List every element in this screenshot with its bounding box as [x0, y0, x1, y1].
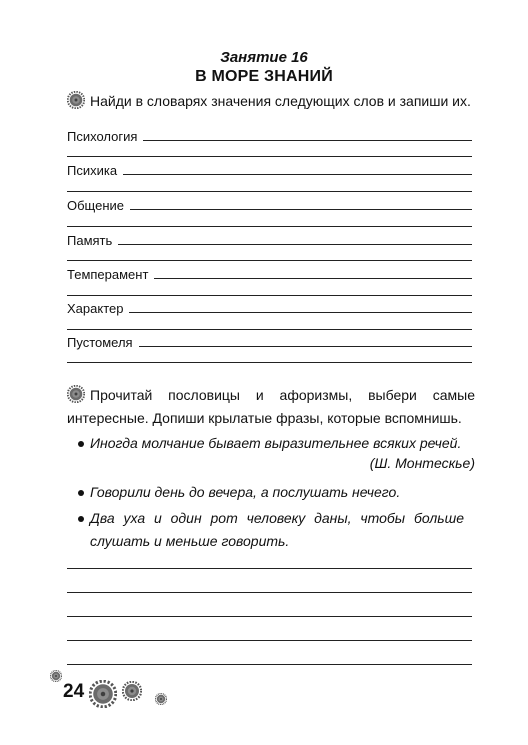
- task1-instruction: Найди в словарях значения следующих слов и запиши их.: [90, 93, 471, 109]
- word-label: Психика: [67, 163, 118, 178]
- task1-instruction-block: [67, 90, 475, 113]
- gear-icon: [50, 670, 62, 682]
- gear-icon: [155, 693, 167, 705]
- answer-line[interactable]: [129, 312, 472, 313]
- bullet-icon: [78, 516, 84, 522]
- answer-line[interactable]: [130, 209, 472, 210]
- answer-line[interactable]: [67, 191, 472, 192]
- word-label: Темперамент: [67, 267, 149, 282]
- lesson-subtitle: В МОРЕ ЗНАНИЙ: [195, 68, 333, 85]
- answer-line[interactable]: [67, 226, 472, 227]
- word-row-temperament: [67, 262, 472, 282]
- bullet-icon: [78, 490, 84, 496]
- page-number: 24: [63, 681, 85, 702]
- word-row-pamyat: [67, 228, 472, 248]
- quote-item: [78, 481, 475, 504]
- task2-instruction-block: [67, 384, 475, 430]
- word-label: Общение: [67, 198, 125, 213]
- answer-line[interactable]: [67, 592, 472, 593]
- answer-line[interactable]: [67, 156, 472, 157]
- answer-line[interactable]: [154, 278, 472, 279]
- answer-line[interactable]: [143, 140, 472, 141]
- answer-line[interactable]: [67, 362, 472, 363]
- word-row-pustomelya: [67, 330, 472, 350]
- quote-text: Два уха и один рот человеку даны, чтобы больше слушать и меньше говорить.: [90, 510, 464, 549]
- quote-text: Говорили день до вечера, а послушать нечего.: [90, 484, 401, 500]
- gear-icon: [67, 91, 85, 109]
- answer-line[interactable]: [139, 346, 472, 347]
- task2-instruction: Прочитай пословицы и афоризмы, выбери самые интересные. Допиши крылатые фразы, которые вспомнишь.: [67, 387, 475, 426]
- answer-line[interactable]: [67, 568, 472, 569]
- gear-icon: [122, 681, 142, 701]
- bullet-icon: [78, 441, 84, 447]
- quote-item: [78, 432, 475, 455]
- quote-text: Иногда молчание бывает выразительнее всяких речей.: [90, 435, 462, 451]
- answer-line[interactable]: [67, 616, 472, 617]
- word-row-kharakter: [67, 296, 472, 316]
- quote-author: (Ш. Монтескье): [369, 455, 475, 471]
- quote-item: [78, 507, 464, 553]
- gear-icon: [67, 385, 85, 403]
- answer-line[interactable]: [118, 244, 472, 245]
- word-label: Психология: [67, 129, 138, 144]
- word-row-obshchenie: [67, 193, 472, 213]
- answer-line[interactable]: [67, 664, 472, 665]
- lesson-title: Занятие 16: [220, 49, 308, 66]
- word-label: Пустомеля: [67, 335, 133, 350]
- word-row-psikhologiya: [67, 124, 472, 144]
- answer-line[interactable]: [67, 640, 472, 641]
- answer-line[interactable]: [67, 260, 472, 261]
- word-label: Характер: [67, 301, 124, 316]
- answer-line[interactable]: [123, 174, 472, 175]
- word-row-psikhika: [67, 158, 472, 178]
- word-label: Память: [67, 233, 113, 248]
- gear-icon: [89, 680, 117, 708]
